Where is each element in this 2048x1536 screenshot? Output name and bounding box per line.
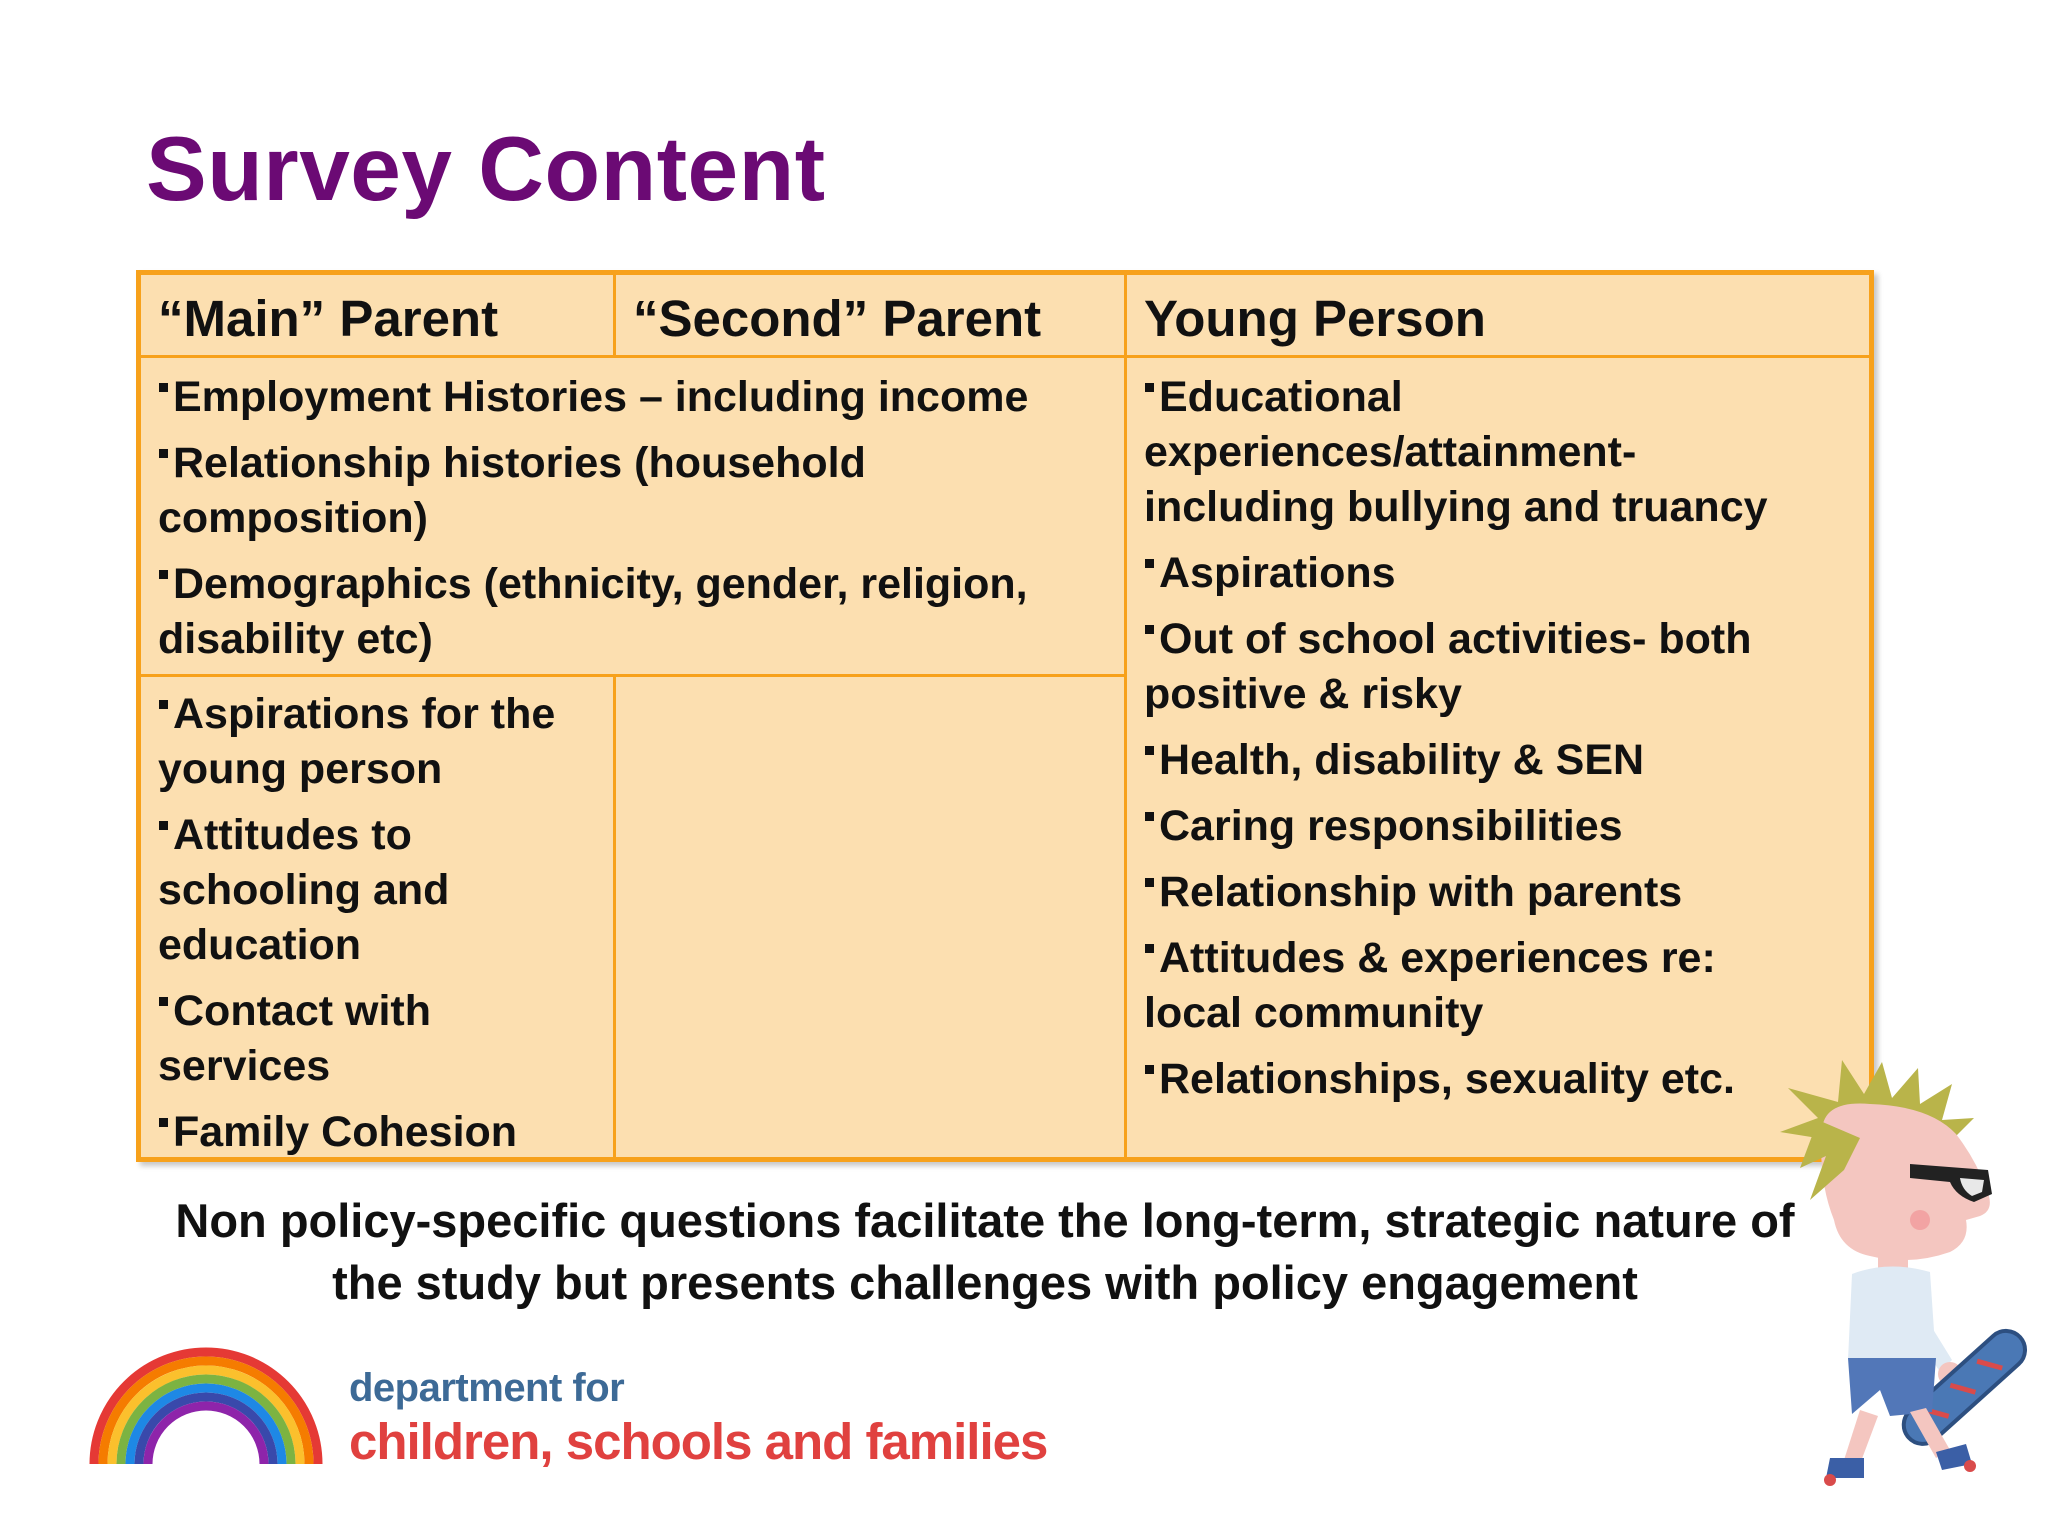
- bullet-icon: [1145, 746, 1154, 755]
- young-person-cell: [1144, 370, 1824, 1118]
- header-young-person: Young Person: [1144, 290, 1486, 347]
- bullet-icon: [159, 449, 168, 458]
- shared-parents-cell: [158, 370, 1118, 678]
- bullet-icon: [159, 700, 168, 709]
- bullet-icon: [159, 383, 168, 392]
- list-item: Attitudes & experiences re: local community: [1144, 934, 1716, 1037]
- divider-header: [141, 355, 1869, 358]
- bullet-icon: [1145, 944, 1154, 953]
- list-item: Relationship histories (household composition): [158, 439, 866, 542]
- list-item: Employment Histories – including income: [158, 370, 1118, 425]
- bullet-icon: [1145, 383, 1154, 392]
- list-item: Aspirations for the young person: [158, 690, 556, 793]
- divider-main-second-lower: [613, 676, 616, 1162]
- slide-title: Survey Content: [146, 119, 826, 220]
- list-item: Demographics (ethnicity, gender, religion, disability etc): [158, 560, 1028, 663]
- logo-department-text: department for: [349, 1366, 625, 1410]
- divider-main-second: [613, 275, 616, 357]
- list-item: Family Cohesion: [158, 1105, 598, 1160]
- bullet-icon: [159, 570, 168, 579]
- list-item: Attitudes to schooling and education: [158, 811, 450, 969]
- logo-department-name: children, schools and families: [349, 1413, 1048, 1470]
- list-item: Educational experiences/attainment- including bullying and truancy: [1144, 373, 1768, 531]
- divider-parents-young: [1124, 275, 1127, 1162]
- bullet-icon: [159, 1118, 168, 1127]
- bullet-icon: [159, 997, 168, 1006]
- list-item: Aspirations: [1144, 546, 1824, 601]
- bullet-icon: [159, 821, 168, 830]
- bullet-icon: [1145, 625, 1154, 634]
- header-main-parent: “Main” Parent: [158, 290, 499, 347]
- list-item: Out of school activities- both positive & risky: [1144, 615, 1752, 718]
- rainbow-logo-icon: [86, 1340, 326, 1470]
- list-item: Contact with services: [158, 987, 431, 1090]
- survey-content-table: [136, 270, 1874, 1162]
- bullet-icon: [1145, 1065, 1154, 1074]
- footnote: Non policy-specific questions facilitate the long-term, strategic nature of the study but presents challenges with policy engagement: [175, 1194, 1795, 1309]
- list-item: Caring responsibilities: [1144, 799, 1824, 854]
- header-second-parent: “Second” Parent: [633, 290, 1042, 347]
- bullet-icon: [1145, 812, 1154, 821]
- list-item: Health, disability & SEN: [1144, 733, 1824, 788]
- list-item: Relationships, sexuality etc.: [1144, 1052, 1824, 1107]
- list-item: Relationship with parents: [1144, 865, 1824, 920]
- main-parent-cell: [158, 687, 598, 1171]
- bullet-icon: [1145, 878, 1154, 887]
- bullet-icon: [1145, 559, 1154, 568]
- skateboarder-illustration-icon: [1760, 1060, 2030, 1500]
